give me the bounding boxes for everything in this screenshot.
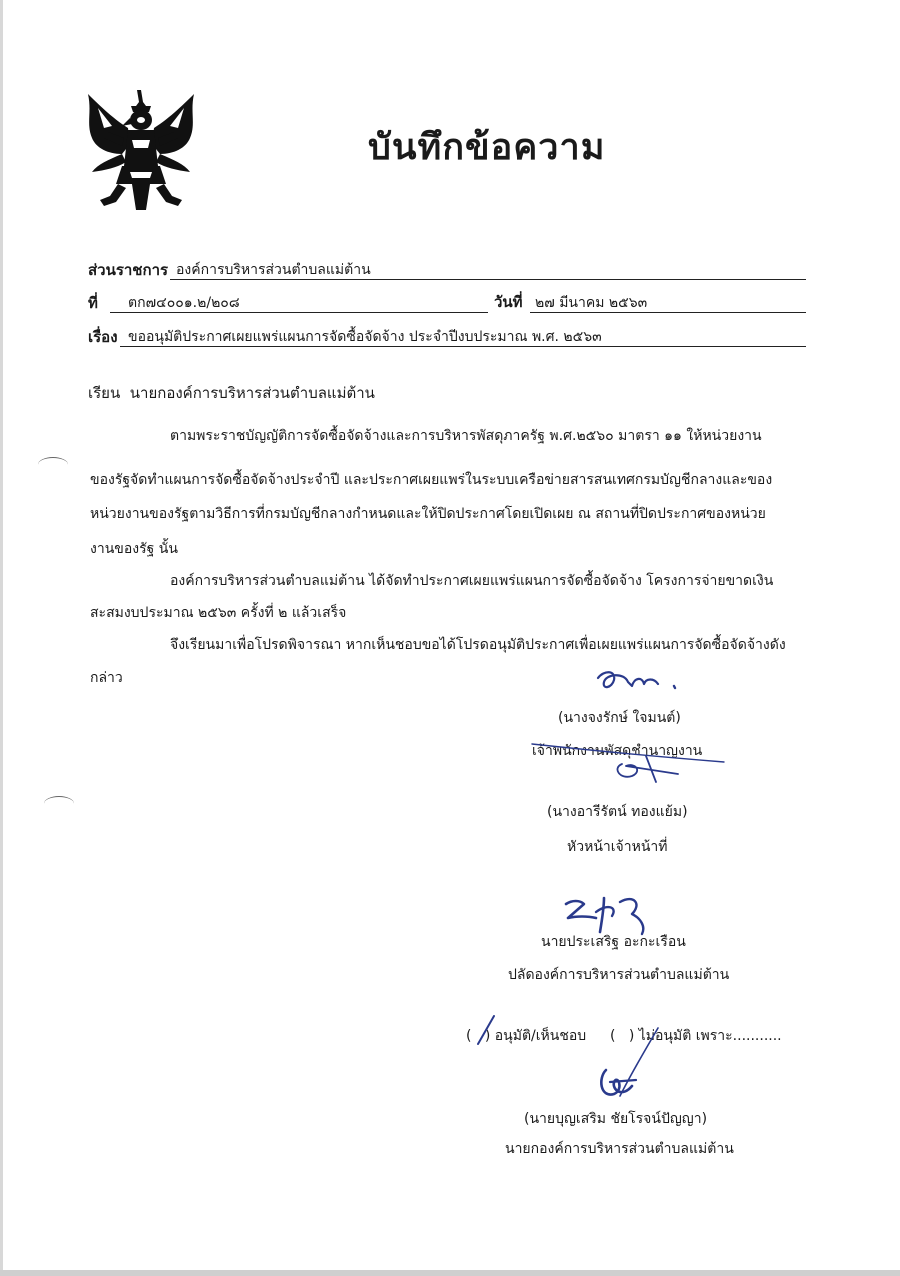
signer-1-position: เจ้าพนักงานพัสดุชำนาญงาน: [532, 743, 703, 759]
approve-check-mark: [474, 1012, 498, 1048]
body-p1-line3: หน่วยงานของรัฐตามวิธีการที่กรมบัญชีกลางกำหนดและให้ปิดประกาศโดยเปิดเผย ณ สถานที่ปิดประกาศของหน่วย: [90, 506, 766, 522]
date-label: วันที่: [494, 293, 523, 311]
agency-rule: [170, 279, 806, 280]
reject-paren: (: [610, 1028, 616, 1044]
body-p1-line2: ของรัฐจัดทำแผนการจัดซื้อจัดจ้างประจำปี และประกาศเผยแพร่ในระบบเครือข่ายสารสนเทศกรมบัญชีกลางและของ: [90, 472, 773, 488]
body-p3-line1: จึงเรียนมาเพื่อโปรดพิจารณา หากเห็นชอบขอได้โปรดอนุมัติประกาศเพื่อเผยแพร่แผนการจัดซื้อจัดจ้างดัง: [170, 637, 786, 653]
date-value: ๒๗ มีนาคม ๒๕๖๓: [535, 295, 648, 311]
signer-4-position: นายกองค์การบริหารส่วนตำบลแม่ต้าน: [505, 1141, 734, 1157]
salutation-value: นายกองค์การบริหารส่วนตำบลแม่ต้าน: [129, 384, 375, 402]
signer-3-position: ปลัดองค์การบริหารส่วนตำบลแม่ต้าน: [508, 967, 730, 983]
punch-hole-mark: [44, 796, 74, 811]
scan-edge-bottom: [0, 1270, 900, 1276]
signer-3-name: นายประเสริฐ อะกะเรือน: [541, 934, 686, 950]
garuda-emblem: [82, 88, 200, 214]
subject-value: ขออนุมัติประกาศเผยแพร่แผนการจัดซื้อจัดจ้าง ประจำปีงบประมาณ พ.ศ. ๒๕๖๓: [128, 329, 602, 345]
reject-label: ) ไม่อนุมัติ เพราะ...........: [628, 1028, 782, 1044]
signer-1-name: (นางจงรักษ์ ใจมนต์): [558, 710, 681, 726]
strike-mark: [528, 736, 728, 784]
ref-value: ตก๗๔๐๐๑.๒/๒๐๘: [128, 295, 240, 311]
body-p1-line1: ตามพระราชบัญญัติการจัดซื้อจัดจ้างและการบริหารพัสดุภาครัฐ พ.ศ.๒๕๖๐ มาตรา ๑๑ ให้หน่วยงาน: [170, 428, 762, 444]
subject-label: เรื่อง: [88, 328, 118, 346]
approve-label: ) อนุมัติ/เห็นชอบ: [484, 1028, 587, 1044]
date-rule: [530, 312, 806, 313]
ref-label: ที่: [88, 294, 98, 312]
punch-hole-mark: [38, 457, 68, 472]
body-p1-line4: งานของรัฐ นั้น: [90, 541, 178, 557]
memo-title: บันทึกข้อความ: [368, 127, 606, 168]
body-p2-line1: องค์การบริหารส่วนตำบลแม่ต้าน ได้จัดทำประกาศเผยแพร่แผนการจัดซื้อจัดจ้าง โครงการจ่ายขาดเงิน: [170, 573, 774, 589]
approve-paren: (: [466, 1028, 472, 1044]
signature-4: [592, 1022, 664, 1108]
agency-value: องค์การบริหารส่วนตำบลแม่ต้าน: [176, 262, 371, 278]
salutation: [88, 381, 375, 405]
subject-rule: [120, 346, 806, 347]
signer-4-name: (นายบุญเสริม ชัยโรจน์ปัญญา): [524, 1111, 708, 1127]
body-p3-line2: กล่าว: [90, 670, 123, 686]
signature-1: [590, 664, 680, 698]
signature-3: [560, 890, 656, 936]
body-p2-line2: สะสมงบประมาณ ๒๕๖๓ ครั้งที่ ๒ แล้วเสร็จ: [90, 605, 347, 621]
signer-2-position: หัวหน้าเจ้าหน้าที่: [567, 839, 668, 855]
ref-rule: [110, 312, 488, 313]
signer-2-name: (นางอารีรัตน์ ทองแย้ม): [547, 804, 688, 820]
scan-edge-left: [0, 0, 3, 1276]
agency-label: ส่วนราชการ: [88, 261, 169, 279]
salutation-label: เรียน: [88, 384, 121, 402]
